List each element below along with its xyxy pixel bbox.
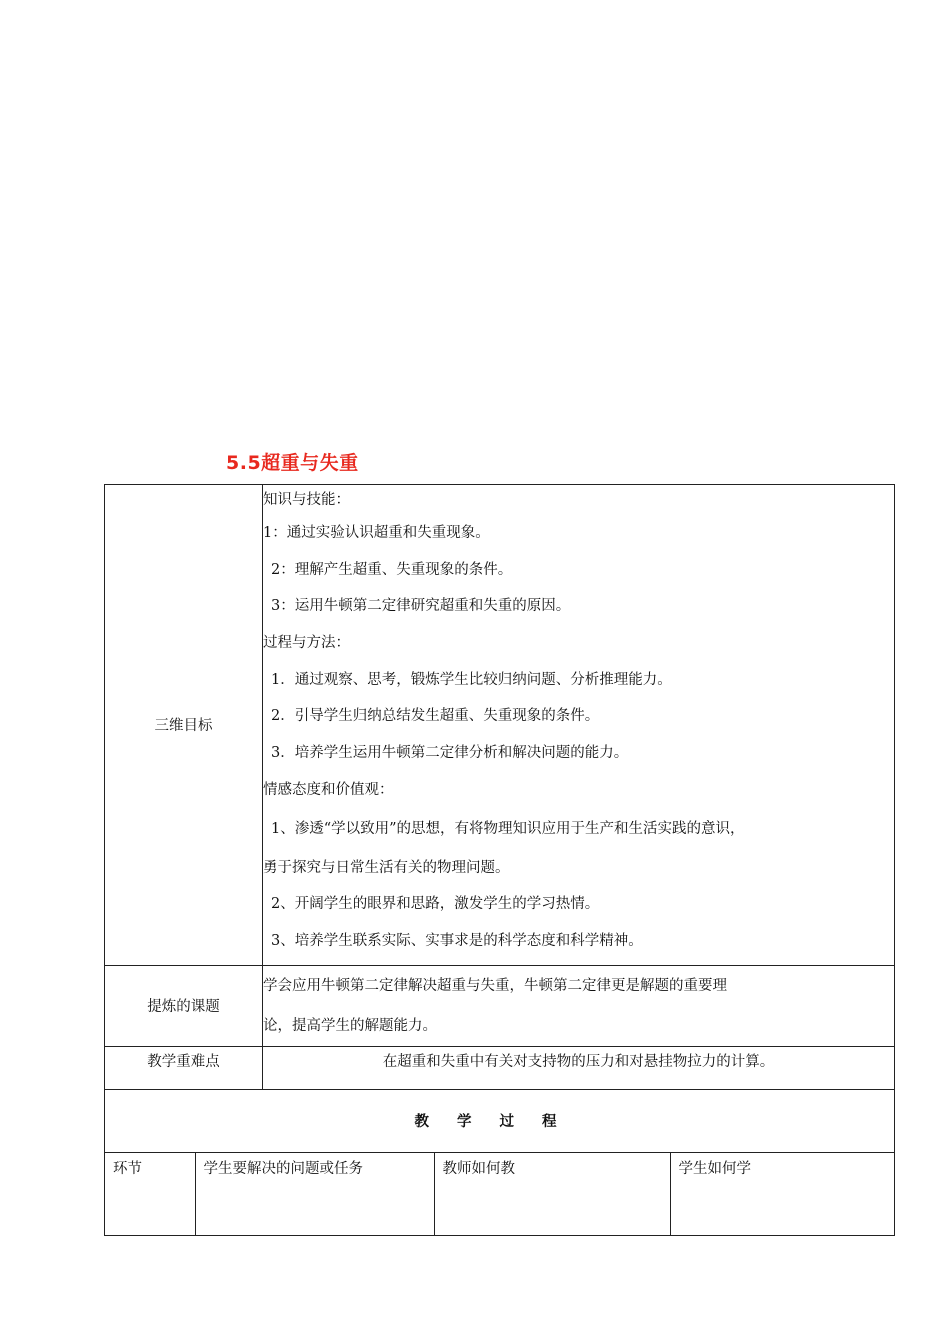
process-method-item: 3．培养学生运用牛顿第二定律分析和解决问题的能力。 [271,745,629,762]
key-topic-line: 论，提高学生的解题能力。 [263,1017,437,1034]
knowledge-item: 2：理解产生超重、失重现象的条件。 [271,561,513,578]
attitude-item: 2、开阔学生的眼界和思路，激发学生的学习热情。 [271,896,600,913]
process-table [105,1153,895,1235]
process-method-heading: 过程与方法： [263,635,350,652]
difficulty-content: 在超重和失重中有关对支持物的压力和对悬挂物拉力的计算。 [263,1046,895,1089]
attitude-heading: 情感态度和价值观： [263,781,394,798]
process-columns-cell [105,1152,895,1235]
key-topic-label: 提炼的课题 [105,965,263,1046]
key-topic-line: 学会应用牛顿第二定律解决超重与失重，牛顿第二定律更是解题的重要理 [263,977,727,994]
column-student-task: 学生要解决的问题或任务 [195,1153,434,1235]
knowledge-item: 1：通过实验认识超重和失重现象。 [263,525,490,541]
objectives-label: 三维目标 [105,485,263,966]
lesson-plan-table [104,484,895,1236]
column-teacher-method: 教师如何教 [434,1153,670,1235]
objectives-row [105,485,895,966]
column-stage: 环节 [105,1153,195,1235]
attitude-item-continued: 勇于探究与日常生活有关的物理问题。 [263,859,510,876]
knowledge-heading: 知识与技能： [263,492,350,508]
attitude-item: 3、培养学生联系实际、实事求是的科学态度和科学精神。 [271,932,643,949]
difficulty-label: 教学重难点 [105,1046,263,1089]
process-heading-row [105,1089,895,1152]
process-method-item: 2．引导学生归纳总结发生超重、失重现象的条件。 [271,708,600,725]
process-method-item: 1．通过观察、思考，锻炼学生比较归纳问题、分析推理能力。 [271,671,672,688]
difficulty-row [105,1046,895,1089]
key-topic-row [105,965,895,1046]
key-topic-content [263,965,895,1046]
attitude-item: 1、渗透“学以致用”的思想，有将物理知识应用于生产和生活实践的意识， [271,820,745,837]
column-student-method: 学生如何学 [678,1160,751,1177]
process-heading: 教学过程 [105,1089,895,1152]
process-columns-row [105,1152,895,1235]
knowledge-item: 3：运用牛顿第二定律研究超重和失重的原因。 [271,598,571,615]
document-title: 5.5超重与失重 [226,452,359,474]
objectives-content [263,485,895,966]
